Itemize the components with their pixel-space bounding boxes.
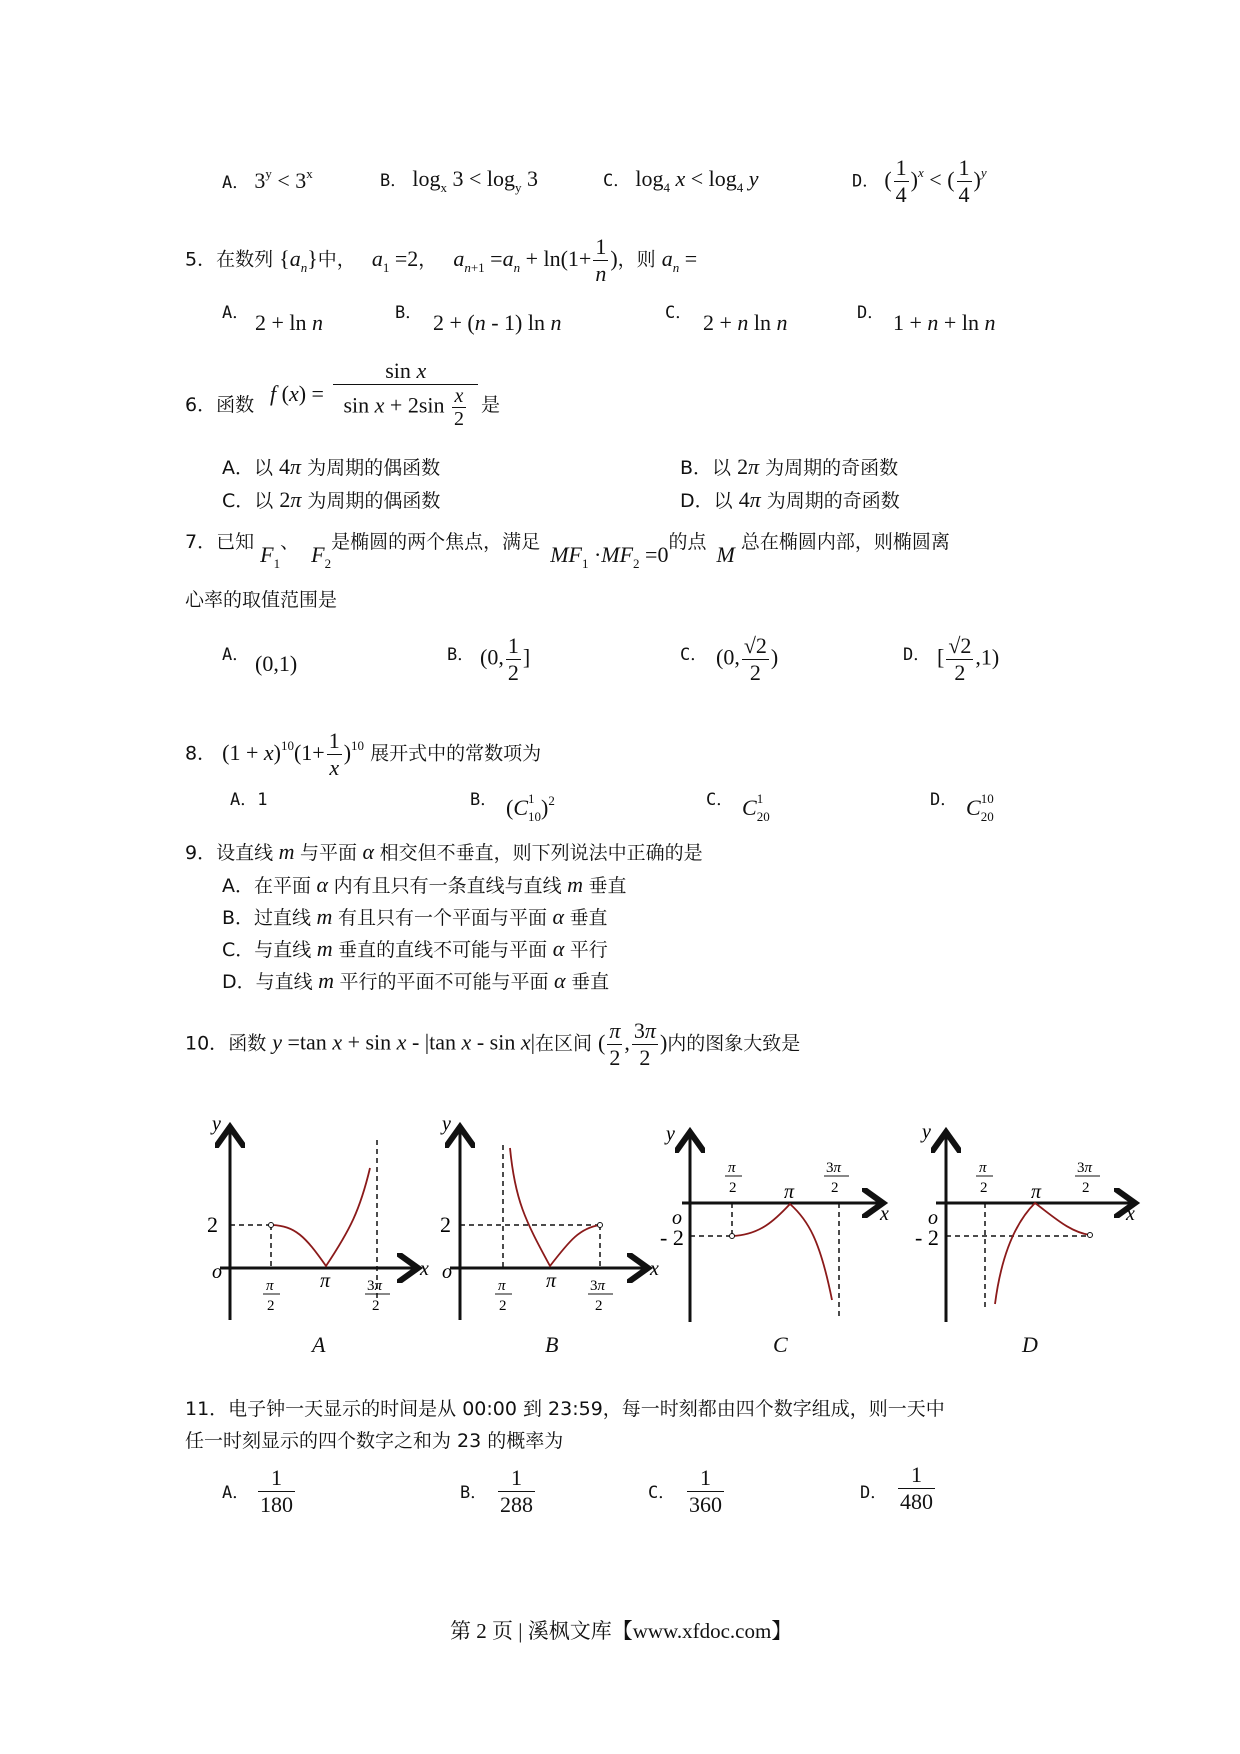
q11-option-c-frac: $\frac{1}{360}$ bbox=[689, 1465, 722, 1517]
q6-option-a-text: 为周期的偶函数 bbox=[307, 457, 441, 479]
svg-text:2: 2 bbox=[372, 1298, 380, 1314]
q5-sequence: $\{a_n\}$ bbox=[279, 245, 318, 275]
q7-text-5: 总在椭圆内部，则椭圆离 bbox=[740, 531, 950, 553]
q9-option-c-text-2: 垂直的直线不可能与平面 bbox=[338, 939, 548, 961]
q6-option-d-label: D．以 bbox=[680, 490, 733, 512]
svg-text:π: π bbox=[728, 1160, 736, 1176]
svg-text:3π: 3π bbox=[367, 1278, 383, 1294]
q9-option-a: A．在平面 α 内有且只有一条直线与直线 m 垂直 bbox=[222, 872, 627, 897]
q9-option-d-text-1: D．与直线 bbox=[222, 971, 313, 993]
q4-option-d-label: D． bbox=[852, 171, 880, 192]
svg-text:x: x bbox=[1126, 1203, 1135, 1225]
q7-text-2: 、 bbox=[280, 531, 300, 553]
q9-option-b-text-3: 垂直 bbox=[569, 907, 608, 929]
q11-option-c-label: C． bbox=[648, 1483, 676, 1503]
graph-b bbox=[430, 1100, 670, 1330]
q6-option-a-label: A．以 bbox=[222, 457, 273, 479]
q9-option-b-text-1: B．过直线 bbox=[222, 907, 312, 929]
q5-stem: 5．在数列 $\{a_n\}$中， $a_1 =2$， $a_{n+1} =a_n + \ln(1+$ $\frac{1}{n}$ )，则 $a_n$ = bbox=[185, 234, 698, 286]
svg-text:y: y bbox=[442, 1113, 451, 1135]
svg-text:3π: 3π bbox=[826, 1160, 842, 1176]
q11-stem-line2: 任一时刻显示的四个数字之和为 23 的概率为 bbox=[185, 1430, 564, 1452]
q11-option-d-frac: $\frac{1}{480}$ bbox=[900, 1462, 933, 1514]
q8-option-c-label: C． bbox=[706, 790, 734, 810]
q11-option-d-denominator: 480 bbox=[900, 1489, 933, 1514]
q7-stem-line2: 心率的取值范围是 bbox=[185, 589, 338, 611]
q5-text-3: ，则 bbox=[617, 248, 656, 271]
q10-text-1: 函数 bbox=[228, 1032, 267, 1055]
q7-option-a-label: A． bbox=[222, 645, 250, 665]
svg-text:2: 2 bbox=[499, 1298, 507, 1314]
q5-text-1: 在数列 bbox=[216, 248, 274, 271]
graph-a bbox=[200, 1100, 440, 1330]
q4-option-c-math: $\log_4 x < \log_4 y$ bbox=[635, 166, 759, 195]
graph-c bbox=[660, 1100, 900, 1330]
svg-text:2: 2 bbox=[831, 1180, 839, 1196]
svg-text:o: o bbox=[672, 1207, 682, 1229]
q7-option-b-label: B． bbox=[447, 645, 475, 665]
q11-option-a-label: A． bbox=[222, 1483, 250, 1503]
q9-option-d-text-3: 垂直 bbox=[571, 971, 610, 993]
graph-c-caption: C bbox=[773, 1332, 788, 1357]
q9-option-c-text-1: C．与直线 bbox=[222, 939, 312, 961]
q8-option-c-math: C $_{1 20}$ bbox=[742, 791, 770, 824]
q8-number: 8． bbox=[185, 742, 217, 765]
q10-number: 10． bbox=[185, 1032, 229, 1055]
q9-option-c: C．与直线 m 垂直的直线不可能与平面 α 平行 bbox=[222, 936, 608, 961]
q5-option-c-label: C． bbox=[665, 303, 693, 323]
q7-option-a-math: (0,1) bbox=[255, 651, 298, 676]
graph-d bbox=[910, 1100, 1150, 1330]
svg-text:2: 2 bbox=[980, 1180, 988, 1196]
q9-text-3: 相交但不垂直，则下列说法中正确的是 bbox=[379, 842, 703, 864]
q6-option-b-text: 为周期的奇函数 bbox=[765, 457, 899, 479]
svg-text:π: π bbox=[1031, 1181, 1042, 1203]
q10-interval: ( $\frac{\pi}{2}$ , $\frac{3\pi}{2}$ ) bbox=[598, 1018, 668, 1070]
q4-option-b-label: B． bbox=[380, 171, 408, 191]
q5-number: 5． bbox=[185, 248, 217, 271]
svg-text:2: 2 bbox=[267, 1298, 275, 1314]
svg-text:o: o bbox=[212, 1261, 222, 1283]
svg-text:y: y bbox=[666, 1123, 675, 1145]
graph-d-caption: D bbox=[1022, 1332, 1038, 1357]
q4-option-d-math: ( $\frac{1}{4}$ )$^x$ < ( $\frac{1}{4}$ )$^y$ bbox=[884, 155, 987, 207]
svg-text:π: π bbox=[320, 1270, 331, 1292]
q11-option-b-denominator: 288 bbox=[500, 1492, 533, 1517]
q8-expression: $(1 + x)^{10}(1+$ $\frac{1}{x}$ )$^{10}$ bbox=[222, 728, 365, 780]
q6-option-c: C．以 2π 为周期的偶函数 bbox=[222, 487, 441, 512]
q7-option-b-math: (0, $\frac{1}{2}$ ] bbox=[480, 633, 531, 685]
q11-option-c-denominator: 360 bbox=[689, 1492, 722, 1517]
q7-number: 7． bbox=[185, 531, 217, 553]
q9-text-2: 与平面 bbox=[300, 842, 358, 864]
q7-stem-line1: 7．已知 $F_1$、 $F_2$是椭圆的两个焦点，满足 $MF_1 \cdot MF_2 =0$的点 M 总在椭圆内部，则椭圆离 bbox=[185, 531, 950, 571]
svg-text:o: o bbox=[928, 1207, 938, 1229]
q5-option-b-math: 2 + (n - 1) ln n bbox=[433, 310, 562, 335]
q6-option-b-label: B．以 bbox=[680, 457, 732, 479]
page-footer: 第 2 页 | 溪枫文库【www.xfdoc.com】 bbox=[450, 1619, 793, 1643]
q9-stem: 9．设直线 m 与平面 α 相交但不垂直，则下列说法中正确的是 bbox=[185, 839, 703, 864]
q6-option-d: D．以 4π 为周期的奇函数 bbox=[680, 487, 900, 512]
q4-option-a-label: A． bbox=[222, 173, 250, 193]
svg-text:o: o bbox=[442, 1261, 452, 1283]
q9-text-1: 设直线 bbox=[216, 842, 274, 864]
q5-option-d-label: D． bbox=[857, 303, 885, 323]
svg-text:3π: 3π bbox=[1077, 1160, 1093, 1176]
q7-text-4: 的点 bbox=[668, 531, 707, 553]
svg-text:2: 2 bbox=[440, 1212, 451, 1237]
q5-option-c-math: 2 + n ln n bbox=[703, 310, 788, 335]
graph-b-caption: B bbox=[545, 1332, 559, 1357]
q9-option-a-text-2: 内有且只有一条直线与直线 bbox=[333, 875, 562, 897]
q8-option-b-label: B． bbox=[470, 790, 498, 810]
q9-option-a-text-1: A．在平面 bbox=[222, 875, 311, 897]
svg-text:y: y bbox=[212, 1113, 221, 1135]
q8-text: 展开式中的常数项为 bbox=[370, 742, 542, 765]
svg-text:x: x bbox=[650, 1258, 659, 1280]
svg-text:π: π bbox=[266, 1278, 274, 1294]
q8-option-b-math: (C $_{1 10}$)$^2$ bbox=[506, 791, 555, 824]
q5-text-2: 中， bbox=[317, 248, 356, 271]
q4-option-a-math: $3^y < 3^x$ bbox=[254, 166, 313, 193]
graph-a-caption: A bbox=[312, 1332, 326, 1357]
q11-option-b-label: B． bbox=[460, 1483, 488, 1503]
q10-text-3: 内的图象大致是 bbox=[667, 1032, 801, 1055]
q7-option-d-math: [ $\frac{√2}{2}$ ,1) bbox=[937, 633, 1000, 685]
q7-text-3: 是椭圆的两个焦点，满足 bbox=[331, 531, 541, 553]
q8-option-d-label: D． bbox=[930, 790, 958, 810]
q6-text-1: 函数 bbox=[216, 394, 255, 416]
q6-option-c-text: 为周期的偶函数 bbox=[307, 490, 441, 512]
q7-option-c-label: C． bbox=[680, 645, 708, 665]
q11-option-b-frac: $\frac{1}{288}$ bbox=[500, 1465, 533, 1517]
q9-option-d: D．与直线 m 平行的平面不可能与平面 α 垂直 bbox=[222, 968, 610, 993]
q11-option-a-denominator: 180 bbox=[260, 1492, 293, 1517]
q4-option-d bbox=[852, 155, 987, 208]
q6-option-b: B．以 2π 为周期的奇函数 bbox=[680, 454, 899, 479]
q6-option-c-label: C．以 bbox=[222, 490, 274, 512]
svg-text:x: x bbox=[420, 1258, 429, 1280]
q8-option-a: A．1 bbox=[230, 790, 268, 810]
q8-option-d-math: C $_{10 20}$ bbox=[966, 791, 994, 824]
q6-function: f (x) = sin x sin x + 2sin $\frac{x}{2}$ bbox=[270, 358, 480, 430]
q7-option-d-label: D． bbox=[903, 645, 931, 665]
q6-number: 6． bbox=[185, 394, 217, 416]
svg-text:2: 2 bbox=[207, 1212, 218, 1237]
q6-option-a: A．以 4π 为周期的偶函数 bbox=[222, 454, 441, 479]
q6-option-d-text: 为周期的奇函数 bbox=[766, 490, 900, 512]
svg-text:π: π bbox=[498, 1278, 506, 1294]
q6-stem bbox=[185, 390, 254, 417]
svg-text:2: 2 bbox=[595, 1298, 603, 1314]
q9-option-b: B．过直线 m 有且只有一个平面与平面 α 垂直 bbox=[222, 904, 608, 929]
q10-stem bbox=[185, 1018, 800, 1071]
q11-option-d-label: D． bbox=[860, 1483, 888, 1503]
q5-option-b-label: B． bbox=[395, 303, 423, 323]
q5-an: $a_n$ = bbox=[661, 245, 698, 275]
q5-a1: $a_1 =2$ bbox=[371, 245, 419, 275]
svg-text:2: 2 bbox=[1082, 1180, 1090, 1196]
q5-recurrence: $a_{n+1} =a_n + \ln(1+$ $\frac{1}{n}$ ) bbox=[453, 234, 618, 286]
q6-text-2: 是 bbox=[481, 394, 501, 416]
q4-option-c-label: C． bbox=[603, 171, 631, 191]
q8-stem bbox=[185, 728, 541, 781]
q11-stem-line1: 11．电子钟一天显示的时间是从 00:00 到 23:59，每一时刻都由四个数字组成，则一天中 bbox=[185, 1398, 945, 1420]
q9-option-b-text-2: 有且只有一个平面与平面 bbox=[337, 907, 547, 929]
svg-text:2: 2 bbox=[729, 1180, 737, 1196]
q4-option-b-math: $\log_x 3 < \log_y 3$ bbox=[412, 166, 538, 195]
q9-option-d-text-2: 平行的平面不可能与平面 bbox=[339, 971, 549, 993]
q10-function: y =tan x + sin x - |tan x - sin x| bbox=[272, 1029, 535, 1055]
q9-number: 9． bbox=[185, 842, 217, 864]
q11-option-a-frac: $\frac{1}{180}$ bbox=[260, 1465, 293, 1517]
q9-option-c-text-3: 平行 bbox=[569, 939, 608, 961]
q9-option-a-text-3: 垂直 bbox=[588, 875, 627, 897]
q5-option-a-label: A． bbox=[222, 303, 250, 323]
svg-text:- 2: - 2 bbox=[660, 1225, 684, 1250]
q4-options bbox=[222, 168, 313, 194]
q7-option-c-math: (0, $\frac{√2}{2}$ ) bbox=[716, 633, 779, 685]
svg-text:x: x bbox=[880, 1203, 889, 1225]
svg-text:π: π bbox=[979, 1160, 987, 1176]
q7-text-1: 已知 bbox=[216, 531, 255, 553]
q5-option-a-math: 2 + ln n bbox=[255, 310, 324, 335]
q10-text-2: 在区间 bbox=[534, 1032, 592, 1055]
q4-option-c bbox=[603, 166, 759, 195]
q5-option-d-math: 1 + n + ln n bbox=[893, 310, 996, 335]
q4-option-b bbox=[380, 166, 538, 195]
svg-text:π: π bbox=[784, 1181, 795, 1203]
svg-text:π: π bbox=[546, 1270, 557, 1292]
svg-text:y: y bbox=[922, 1121, 931, 1143]
svg-text:- 2: - 2 bbox=[915, 1225, 939, 1250]
svg-text:3π: 3π bbox=[590, 1278, 606, 1294]
